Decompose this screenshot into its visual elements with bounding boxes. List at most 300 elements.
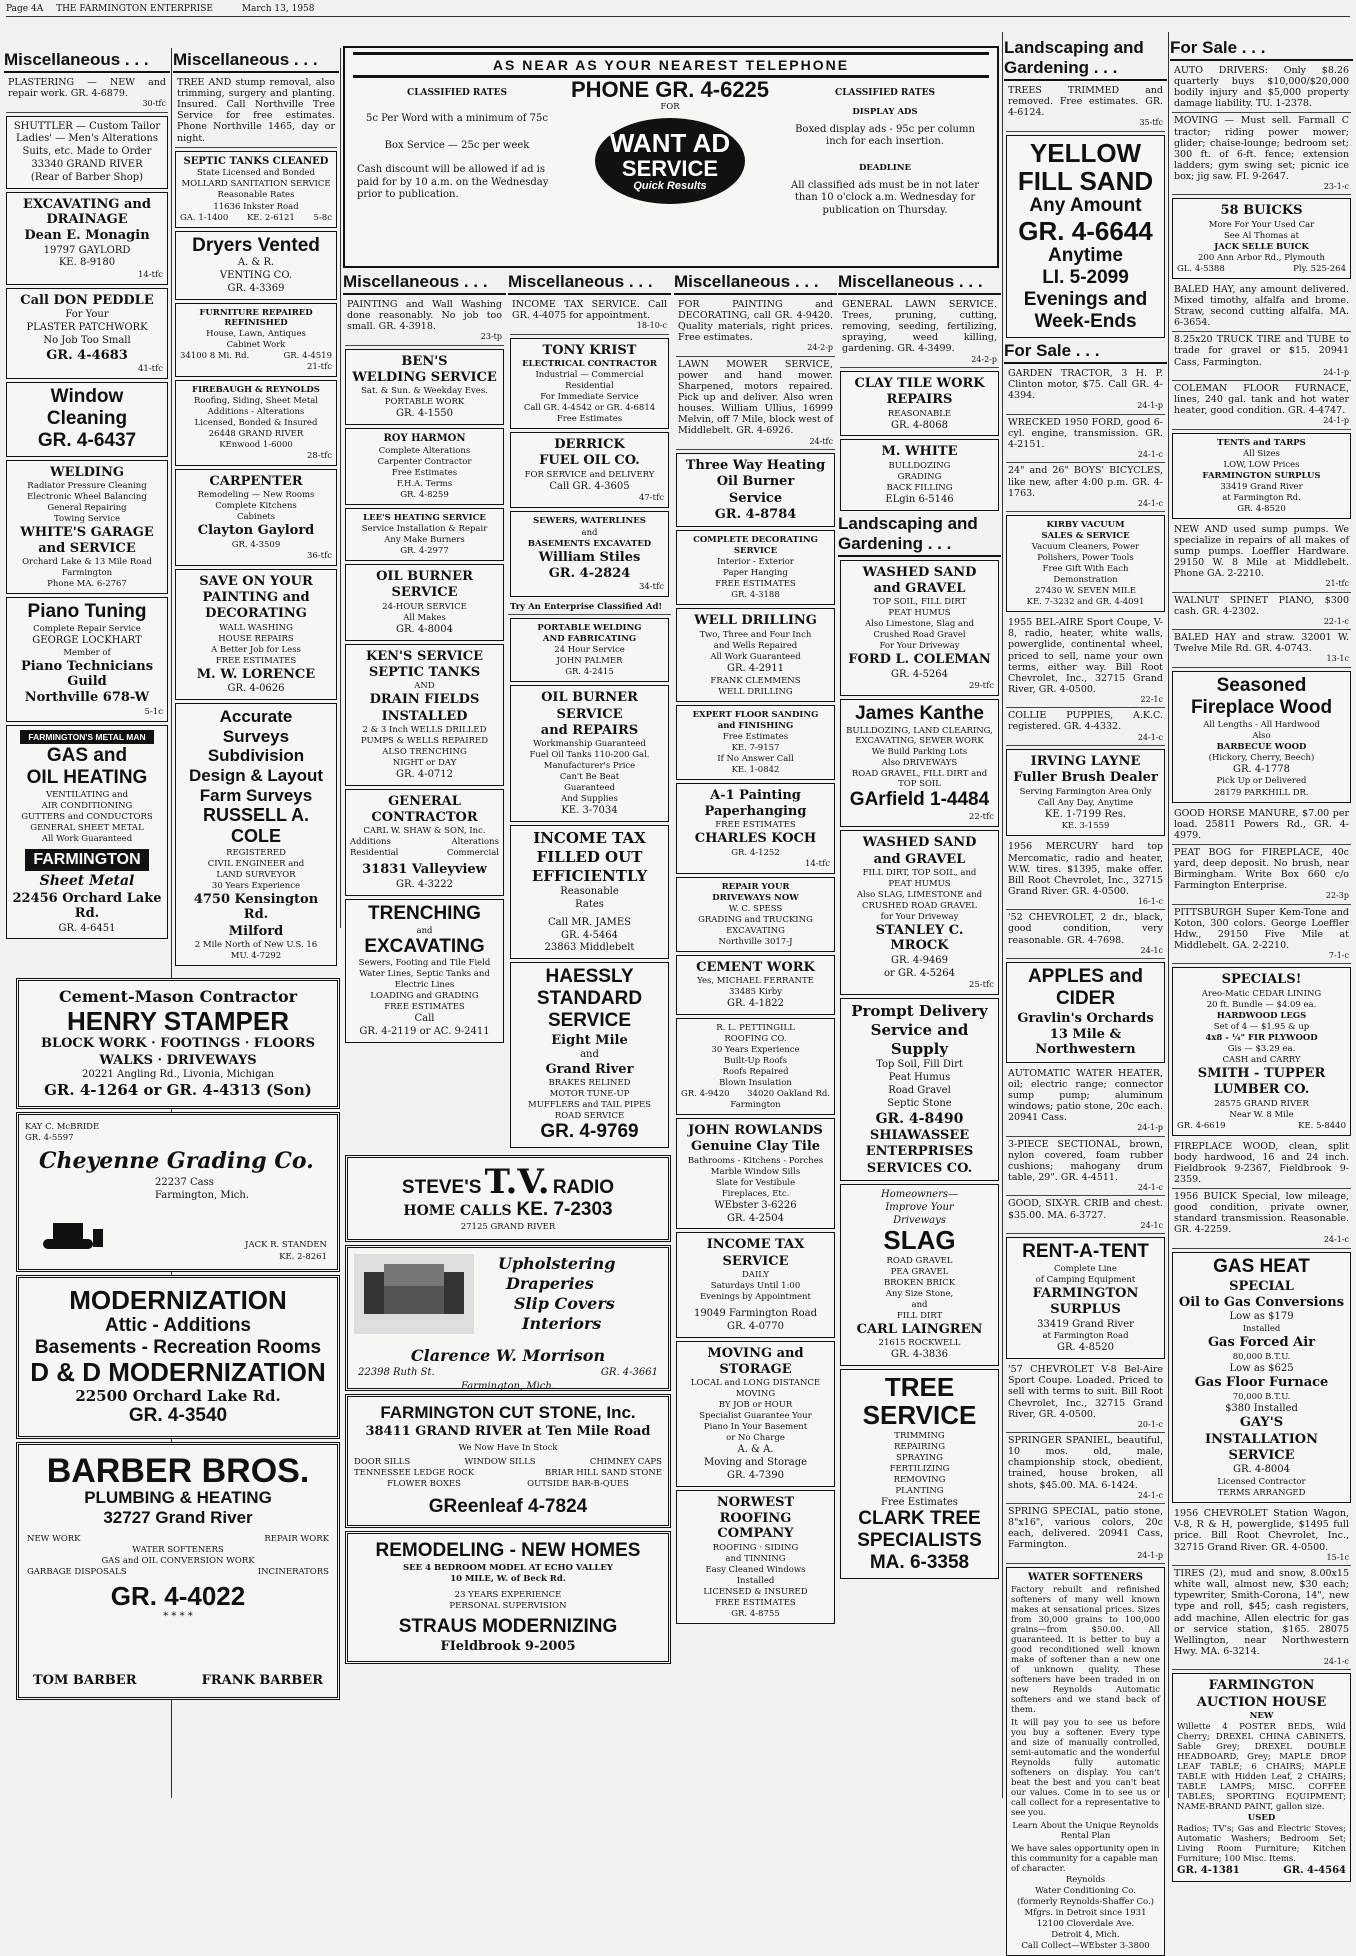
ad-text-line: MOVING — Must sell. Farmall C tractor; riding power mower; glider; chaise-lounge; bedroom set; 300 ft. of 6-ft. fence; extension ladders; gym swing set; picnic ice box; jig saw. FI. 9-2647.: [1174, 115, 1349, 182]
ad-text-line: Crushed Road Gravel: [873, 630, 966, 641]
classified-item: [1172, 593, 1351, 631]
ad-text-line: TOP SOIL, FILL DIRT: [872, 597, 967, 608]
ad-floor-sanding: [676, 705, 835, 780]
bottom-left-ads: [14, 975, 342, 1790]
ad-kirby-vacuum: [1006, 515, 1165, 612]
ad-text-line: Clayton Gaylord: [197, 523, 315, 539]
ad-text-line: LAWN MOWER SERVICE, power and hand mower. Sharpened, motors repaired. Pick up and deliver. Also wren houses. William Ullius, 16999 Melvin, off 7 Mile, block west of Middlebelt. GR. 4-6926.: [678, 358, 833, 437]
ad-text-line: 24-1-p: [1323, 367, 1349, 377]
ad-text-line: DRAIN FIELDS: [369, 692, 480, 708]
ad-text-line: Farmington, Mich.: [460, 1380, 556, 1392]
ad-text-line: CLASSIFIED RATES: [407, 88, 507, 98]
ad-text-line: GR. 4-1264 or GR. 4-4313 (Son): [44, 1080, 312, 1099]
ad-text-line: Three Way Heating: [685, 457, 826, 473]
ad-text-line: Cabinets: [236, 512, 275, 523]
ad-income-tax-service: [676, 1232, 835, 1337]
ad-text-line: Cash discount will be allowed if ad is paid for by 10 a.m. on the Wednesday prior to publication.: [357, 164, 549, 201]
ad-text-line: Service and: [870, 1021, 969, 1039]
ad-text-line: FILLED OUT: [536, 847, 643, 866]
ad-text-line: Subdivision: [207, 746, 305, 766]
ad-text-line: SERVICE: [391, 585, 458, 601]
ad-text-line: 33340 GRAND RIVER: [31, 158, 143, 170]
ad-text-line: GR. 4-3836: [890, 1349, 949, 1361]
ad-text-line: KIRBY VACUUM: [1046, 520, 1125, 531]
ad-text-line: GR. 4-8004: [1232, 1464, 1291, 1476]
section-heading: Landscaping and Gardening . . .: [1004, 38, 1167, 81]
ad-text-line: GR. 4-9420: [681, 1089, 730, 1099]
ad-text-line: CONTRACTOR: [371, 810, 478, 826]
ad-text-row: [180, 213, 332, 223]
ad-text-line: Workmanship Guaranteed: [533, 739, 646, 750]
ad-text-line: 24-HOUR SERVICE: [382, 601, 467, 612]
ad-text-line: FILL DIRT, TOP SOIL, and: [862, 867, 977, 878]
ad-text-line: WINDOW SILLS: [464, 1456, 536, 1467]
ad-text-line: Blown Insulation: [719, 1077, 792, 1088]
ad-text-line: Set of 4 — $1.95 & up: [1213, 1021, 1310, 1032]
ad-text-line: All Work Guaranteed: [41, 833, 133, 844]
ad-text-row: [350, 837, 499, 847]
ad-text-line: (Hickory, Cherry, Beech): [1208, 752, 1315, 763]
ad-text-line: Installed: [736, 1575, 775, 1586]
ad-text-line: Remodeling — New Rooms: [197, 490, 315, 501]
ad-text-line: WASHED SAND: [862, 835, 977, 851]
ad-text-line: Gas Floor Furnace: [1194, 1375, 1329, 1391]
ad-text-line: 22237 Cass: [155, 1177, 214, 1189]
ad-text-line: WALNUT SPINET PIANO, $300 cash. GR. 4-2302.: [1174, 594, 1349, 617]
ad-text-line: House, Lawn, Antiques: [206, 328, 306, 339]
ad-text-line: HARDWOOD LEGS: [1216, 1010, 1307, 1021]
ad-text-line: KEN'S SERVICE: [365, 648, 484, 664]
ad-text-line: State Licensed and Bonded: [196, 168, 316, 179]
ad-text-line: SEPTIC TANKS CLEANED: [183, 155, 329, 167]
ad-text-line: OIL HEATING: [26, 766, 148, 788]
ad-text-line: OIL BURNER: [541, 690, 638, 706]
ad-text-line: AND: [414, 681, 435, 692]
ad-text-line: KE. 5-8440: [1298, 1120, 1346, 1131]
ad-text-line: JACK R. STANDEN: [245, 1240, 327, 1251]
ad-text-line: GENERAL LAWN SERVICE. Trees, pruning, cutting, removing, seeding, fertilizing, spraying, weed killing, gardening. GR. 4-3499.: [842, 299, 997, 355]
ad-text-line: 22500 Orchard Lake Rd.: [75, 1386, 281, 1405]
ad-text-line: ALSO TRENCHING: [382, 746, 467, 757]
ad-text-line: YELLOW: [1029, 137, 1142, 168]
ad-lees-heating: [345, 508, 504, 561]
ad-barber-bros: [16, 1442, 340, 1700]
ad-text-line: Interior - Exterior: [717, 557, 794, 568]
ad-text-line: Piano Tuning: [27, 600, 147, 622]
ad-text-line: '52 CHEVROLET, 2 dr., black, good condition, very reasonable. GR. 4-7698.: [1008, 912, 1163, 946]
ad-text-line: SERVICE: [556, 706, 623, 722]
ad-text-line: FOR PAINTING and DECORATING, call GR. 4-9420. Quality materials, right prices. Free estimates.: [678, 299, 833, 344]
ad-text-line: Milford: [228, 923, 284, 939]
ad-text-line: For Immediate Service: [540, 391, 639, 402]
ad-spess-driveways: [676, 877, 835, 952]
ad-text-line: General Repairing: [47, 503, 127, 514]
ad-text-line: SEWERS, WATERLINES: [533, 516, 646, 527]
ad-text-line: Clarence W. Morrison: [410, 1345, 606, 1365]
ad-text-row: [1177, 1865, 1346, 1877]
ad-text-line: Gravlin's Orchards: [1017, 1010, 1154, 1026]
ad-text-line: GR. 4-8004: [395, 623, 454, 635]
ad-farmington-auction-house: [1172, 1673, 1351, 1882]
ad-text-line: GAY'S: [1239, 1415, 1284, 1431]
ad-text-line: GR. 4-2415: [565, 667, 614, 678]
ad-text-line: JACK SELLE BUICK: [1214, 241, 1309, 252]
classified-item: BALED HAY, any amount delivered. Mixed timothy, alfalfa and brome. Straw, second cutting alfalfa. MA. 6-3654.: [1172, 282, 1351, 332]
ad-text-line: DAILY: [741, 1270, 770, 1280]
ad-text-line: PLASTER PATCHWORK: [26, 322, 148, 334]
ad-text-line: 24-2-p: [971, 354, 997, 364]
ad-text-line: Member of: [63, 647, 111, 658]
ad-text-line: LUMBER CO.: [1213, 1082, 1310, 1098]
ad-text-line: INCOME TAX: [533, 829, 646, 848]
ad-text-line: SHIAWASSEE: [869, 1128, 970, 1144]
column-rule: [1002, 32, 1003, 1798]
ad-text-line: STANDARD: [536, 988, 643, 1010]
ad-don-peddle: [6, 288, 168, 379]
ad-d-and-d-modernization: [16, 1275, 340, 1439]
ad-derrick-fuel: [510, 432, 669, 508]
ad-text-line: GR. 4-8784: [714, 506, 797, 522]
ad-text-line: 29-tfc: [968, 681, 994, 692]
issue-date: March 13, 1958: [241, 4, 315, 14]
ad-text-row: [180, 351, 332, 361]
ad-text-line: GR. 4-0712: [395, 768, 454, 780]
ad-text-line: Marble Window Sills: [710, 1166, 801, 1177]
ad-text-line: Upholstering: [498, 1253, 616, 1273]
ad-text-line: Eight Mile: [551, 1032, 628, 1048]
ad-text-line: FILL SAND: [1017, 165, 1154, 196]
ad-text-line: BULLDOZING, LAND CLEARING, EXCAVATING, SEWER WORK: [846, 726, 993, 747]
ad-text-line: Cheyenne Grading Co.: [39, 1148, 314, 1175]
ad-text-line: 1956 CHEVROLET Station Wagon, V-8, R & H, powerglide, $1495 full price. Bill Root Chevrolet, Inc., 32715 Grand River. GR. 4-0500.: [1174, 1508, 1349, 1553]
ad-james-kanthe: [840, 699, 999, 827]
ad-text-line: (Rear of Barber Shop): [30, 171, 144, 183]
ad-text-line: A. & A.: [737, 1444, 774, 1456]
ad-text-line: 4x8 - ¼" FIR PLYWOOD: [1205, 1032, 1318, 1043]
ad-text-line: EXCAVATING: [726, 925, 785, 936]
ad-text-line: M. WHITE: [881, 444, 958, 460]
ad-text-line: Any Make Burners: [384, 535, 465, 546]
ad-text-line: VENTING CO.: [219, 270, 293, 282]
ad-text-line: Residential: [565, 380, 614, 391]
ad-text-line: SERVICE: [621, 156, 719, 182]
ad-text-line: * * * *: [163, 1611, 193, 1622]
ad-text-line: PLASTERING — NEW and repair work. GR. 4-6879.: [8, 77, 166, 100]
ad-text-line: FARMINGTON: [25, 849, 148, 872]
ad-text-line: Supply: [890, 1039, 949, 1058]
ad-text-line: 24-1-c: [1137, 1183, 1163, 1193]
ad-text-line: Oil to Gas Conversions: [1178, 1295, 1345, 1311]
ad-three-way-heating: [676, 453, 835, 527]
ad-text-line: Fireplaces, Etc.: [721, 1188, 790, 1199]
ad-text-line: Serving Farmington Area Only: [1019, 786, 1152, 797]
classified-item: [1006, 1137, 1165, 1197]
ad-text-line: PEA GRAVEL: [890, 1266, 949, 1277]
ad-text-line: Week-Ends: [1034, 311, 1137, 333]
ad-text-line: TENTS and TARPS: [1217, 437, 1306, 448]
classified-item: [1006, 708, 1165, 746]
ad-text-line: 36-tfc: [306, 550, 332, 561]
ad-text-line: GR. 4-2911: [726, 662, 785, 674]
ad-text-line: PEAT HUMUS: [888, 608, 951, 619]
section-heading: Miscellaneous . . .: [838, 272, 1001, 295]
column-rule: [1168, 32, 1169, 1798]
ad-clark-tree: [840, 1369, 999, 1579]
ad-text-line: More For Your Used Car: [1208, 219, 1315, 230]
classified-item: [1172, 905, 1351, 965]
ad-text-line: WASHED SAND: [862, 564, 977, 580]
ad-text-line: COLE: [230, 826, 281, 847]
ad-text-line: GR. 4-3540: [128, 1405, 228, 1427]
ad-text-line: KE. 7-9157: [731, 742, 780, 753]
ad-text-line: 22-1c: [1140, 694, 1163, 704]
section-heading: Miscellaneous . . .: [508, 272, 671, 295]
ad-text-line: MOVING and: [707, 1345, 804, 1361]
ad-text-line: Genuine Clay Tile: [690, 1139, 821, 1155]
ad-text-line: and: [580, 1049, 599, 1061]
ad-text-line: '57 CHEVROLET V-8 Bel-Aire Sport Coupe. Loaded. Priced to sell with terms to suit. Bill Root Chevrolet, Inc., 32715 Grand River, GR. 4-0500.: [1008, 1364, 1163, 1420]
ad-cheyenne-grading: [16, 1112, 340, 1272]
ad-tony-krist: [510, 338, 669, 429]
ad-text-line: Top Soil, Fill Dirt: [876, 1059, 963, 1071]
ad-text-line: Saturdays Until 1:00: [710, 1281, 801, 1292]
ad-text-line: GR. 4-8490: [875, 1110, 964, 1127]
ad-text-line: FRANK CLEMMENS: [710, 675, 801, 686]
ad-text-line: LI. 5-2099: [1042, 267, 1129, 289]
classified-item: [1172, 1566, 1351, 1670]
ad-text-line: 47-tfc: [638, 493, 664, 504]
ad-text-line: 4750 Kensington Rd.: [193, 892, 319, 923]
ad-text-line: 33419 Grand River: [1037, 1318, 1134, 1330]
ad-text-line: Gis — $3.29 ea.: [1227, 1043, 1296, 1054]
ad-text-line: NEW WORK: [27, 1533, 81, 1544]
ad-text-line: STORAGE: [719, 1361, 792, 1377]
ad-text-line: 11636 Inkster Road: [213, 201, 299, 212]
ad-text-line: 5c Per Word with a minimum of 75c: [366, 113, 548, 125]
ad-text-line: Free Estimates: [391, 468, 458, 478]
ad-window-cleaning: [6, 382, 168, 457]
ad-text-line: RUSSELL A.: [202, 805, 309, 826]
ad-text-row: [354, 1457, 662, 1467]
ad-text-line: Learn About the Unique Reynolds Rental Plan: [1012, 1821, 1159, 1842]
ad-text-line: FORD L. COLEMAN: [848, 652, 991, 668]
ad-text-line: 20-1-c: [1137, 1419, 1163, 1429]
ad-text-line: DEADLINE: [858, 162, 912, 173]
ad-text-line: Also: [1252, 730, 1271, 741]
ad-text-line: CARPENTER: [209, 474, 303, 490]
ad-text-line: Service: [728, 490, 783, 506]
ad-text-line: OIL BURNER: [376, 569, 473, 585]
ad-text-line: Also SLAG, LIMESTONE and: [856, 890, 983, 900]
classified-item: [1006, 83, 1165, 132]
ad-text-line: Cement-Mason Contractor: [58, 987, 298, 1006]
ad-text-line: Northville 678-W: [24, 690, 150, 706]
classified-item: [1006, 839, 1165, 910]
ad-text-line: GENERAL SHEET METAL: [30, 822, 144, 833]
ad-text-line: GR. 4-4022: [110, 1580, 246, 1611]
ad-text-line: Reynolds: [1065, 1875, 1106, 1886]
ad-cement-work: [676, 955, 835, 1015]
ad-text-line: CHARLES KOCH: [694, 831, 817, 847]
ad-shuttler: [6, 116, 168, 189]
ad-text-line: LOCAL and LONG DISTANCE: [690, 1378, 821, 1389]
classified-item: [6, 75, 168, 113]
ad-text-line: GAS and: [46, 744, 128, 766]
ad-text-line: All Makes: [403, 612, 446, 623]
ad-text-line: TRENCHING: [368, 902, 481, 924]
column-1: [4, 48, 170, 968]
ad-text-line: Oil Burner: [716, 474, 795, 490]
ad-text-line: GR. 4-1822: [726, 998, 785, 1010]
ad-text-line: GR. 4-3661: [600, 1366, 658, 1378]
ad-text-line: CARL LAINGREN: [856, 1321, 983, 1337]
ad-text-line: Accurate: [219, 706, 293, 726]
ad-text-line: GR. 4-8520: [1056, 1342, 1115, 1354]
ad-text-line: 18-10-c: [636, 321, 667, 331]
ad-text-line: SAVE ON YOUR: [199, 573, 313, 589]
ad-text-line: REASONABLE: [887, 408, 952, 419]
ad-text-line: Ladies' — Men's Alterations: [16, 133, 158, 145]
ad-text-line: Prompt Delivery: [851, 1002, 988, 1021]
ad-text-line: $380 Installed: [1225, 1402, 1298, 1414]
ad-text-line: Roofing, Siding, Sheet Metal: [193, 395, 319, 406]
ad-text-line: SPRING SPECIAL, patio stone, 8"x16", various colors, 20c each, delivered. 20941 Cass, Farmington.: [1008, 1506, 1163, 1551]
ad-text-row: [1177, 1121, 1346, 1131]
ad-text-line: F.H.A. Terms: [396, 479, 453, 490]
ad-text-line: ROAD GRAVEL, FILL DIRT and TOP SOIL: [851, 769, 988, 790]
ad-text-line: Cleaning: [46, 408, 128, 430]
ad-furniture: [175, 303, 337, 377]
ad-text-line: SERVICE: [862, 1400, 977, 1431]
ad-text-line: SERVICE: [1228, 1448, 1295, 1464]
ad-text-row: [33, 1673, 323, 1688]
ad-text-line: Sat. & Sun. & Weekday Eves.: [361, 386, 488, 397]
classified-item: [1172, 522, 1351, 593]
ad-text-line: GR. 4-8755: [731, 1608, 780, 1619]
ad-farmington-sheet-metal: [6, 725, 168, 940]
ad-text-line: Commercial: [446, 848, 499, 859]
ad-dryers-vented: [175, 231, 337, 300]
ad-text-line: BULLDOZING: [888, 460, 951, 471]
ad-text-line: 27430 W. SEVEN MILE: [1035, 586, 1136, 597]
ad-slag: [840, 1184, 999, 1366]
ad-text-line: Towing Service: [54, 514, 120, 525]
ad-text-row: [354, 1479, 662, 1489]
ad-moving-storage: [676, 1341, 835, 1487]
ad-text-line: All classified ads must be in not later than 10 o'clock a.m. Wednesday for publication on Thursday.: [791, 179, 979, 216]
ad-text-line: BALED HAY and straw. 32001 W. Twelve Mile Rd. GR. 4-0743.: [1174, 632, 1349, 655]
ad-text-line: Free Estimates: [556, 413, 623, 424]
ad-text-line: AUTOMATIC WATER HEATER, oil; electric range; connector sump pump; aluminum windows; patio stone, 20c each. 20941 Cass.: [1008, 1067, 1163, 1124]
ad-text-line: Attic - Additions: [105, 1314, 251, 1336]
ad-text-line: Interiors: [522, 1313, 602, 1333]
ad-text-line: FREE ESTIMATES: [715, 1597, 796, 1608]
ad-text-line: and GRAVEL: [873, 851, 966, 867]
ad-firebaugh: [175, 380, 337, 466]
ad-text-line: KE. 2-8261: [279, 1252, 327, 1263]
classified-item: FIREPLACE WOOD, clean, split body hardwood, 16 and 24 inch. Fieldbrook 9-2367, Fieldbrook 9-2359.: [1172, 1139, 1351, 1189]
ad-welding: [6, 460, 168, 594]
ad-text-line: 70,000 B.T.U.: [1232, 1391, 1291, 1402]
ad-text-line: 22-1-c: [1323, 616, 1349, 626]
ad-text-line: BRAKES RELINED: [548, 1078, 631, 1089]
ad-text-line: GR. 4-8259: [400, 490, 449, 501]
ad-lorence: [175, 569, 337, 700]
ad-text-line: Phone MA. 6-2767: [47, 578, 127, 589]
ad-text-line: NORWEST: [716, 1494, 795, 1510]
ad-text-line: Ply. 525-264: [1293, 263, 1346, 274]
ad-text-line: STRAUS MODERNIZING: [398, 1615, 618, 1637]
ad-complete-decorating: [676, 530, 835, 605]
ad-text-line: Radios; TV's; Gas and Electric Stoves; Automatic Washers; Bedroom Set; Living Room Furniture; Kitchen Furniture; 100 Misc. Items.: [1177, 1824, 1346, 1865]
ad-text-line: LAND SURVEYOR: [216, 869, 296, 880]
ad-text-line: KE. 7-2303: [516, 1199, 613, 1220]
ad-text-line: 33419 Grand River: [1220, 481, 1303, 492]
ad-text-line: 32727 Grand River: [103, 1507, 253, 1527]
ad-septic-tanks: [175, 151, 337, 228]
ad-text-line: 15-1c: [1326, 1552, 1349, 1562]
ad-text-line: 24-1c: [1140, 1220, 1163, 1230]
middle-wide-ads: [343, 1152, 673, 1792]
ad-text-line: FARMINGTON: [1208, 1678, 1315, 1694]
ad-text-line: CEMENT WORK: [696, 959, 815, 975]
ad-text-line: KE. 2-6121: [246, 212, 295, 223]
ad-text-line: 24 Hour Service: [554, 645, 625, 656]
ad-text-line: EFFICIENTLY: [531, 866, 648, 885]
column-2: [173, 48, 339, 968]
ad-text-line: CLAY TILE WORK: [854, 375, 985, 391]
section-heading: Landscaping and Gardening . . .: [838, 514, 1001, 557]
ad-haessly-standard: [510, 962, 669, 1148]
ad-text-line: Basements - Recreation Rooms: [34, 1336, 322, 1358]
masthead: [6, 4, 1350, 17]
ad-text-line: AIR CONDITIONING: [41, 800, 133, 811]
ad-text-line: FARMINGTON: [1032, 1285, 1139, 1301]
ad-text-line: FREE ESTIMATES: [215, 655, 297, 666]
ad-text-line: GR. 4-1252: [731, 847, 780, 858]
ad-text-line: GAS HEAT: [1213, 1255, 1310, 1277]
column-5: [674, 270, 837, 1795]
ad-text-line: RADIO: [552, 1177, 615, 1198]
ad-text-line: Suits, etc. Made to Order: [22, 146, 152, 158]
ad-text-line: GR. 4-1381: [1177, 1865, 1240, 1877]
ad-text-line: MUFFLERS and TAIL PIPES: [528, 1100, 651, 1111]
ad-text-line: Yes, MICHAEL FERRANTE: [697, 976, 814, 987]
ad-text-line: EXCAVATING: [364, 935, 485, 957]
ad-text-line: HAESSLY: [545, 966, 634, 988]
ad-text-line: Roofs Repaired: [722, 1066, 789, 1077]
ad-text-line: Service Installation & Repair: [361, 524, 488, 535]
ad-text-line: KAY C. McBRIDE: [25, 1122, 100, 1133]
ad-text-line: LOW, LOW Prices: [1223, 459, 1300, 470]
ad-text-line: GR. 4-6619: [1177, 1120, 1226, 1131]
ad-text-line: JOHN ROWLANDS: [688, 1123, 823, 1139]
ad-text-line: 24-1-c: [1137, 498, 1163, 508]
ad-text-line: and Wells Repaired: [713, 640, 798, 651]
ad-text-line: 23-tp: [480, 332, 502, 342]
ad-text-line: GR. 4-6644: [1018, 216, 1153, 247]
ad-text-line: It will pay you to see us before you buy a softener. Every type and size of manually controlled, semi-automatic and the wonderful Reynolds fully automatic softeners on display. You can't beat the best and you can't beat our values. Come in to see us or call collect for a representative to see you.: [1011, 1717, 1160, 1818]
ad-text-line: 22-3p: [1325, 891, 1349, 901]
ad-text-line: Electronic Wheel Balancing: [27, 492, 147, 503]
ad-text-line: Electric Lines: [394, 980, 455, 991]
ad-text-line: 30 Years Experience: [211, 881, 301, 891]
ad-text-line: REMOVING: [893, 1474, 946, 1485]
ad-text-line: GR. 4-7390: [726, 1469, 785, 1481]
ad-straus-modernizing: [345, 1531, 671, 1664]
ad-well-drilling: [676, 608, 835, 701]
ad-text-line: Bathrooms - Kitchens - Porches: [687, 1155, 824, 1166]
